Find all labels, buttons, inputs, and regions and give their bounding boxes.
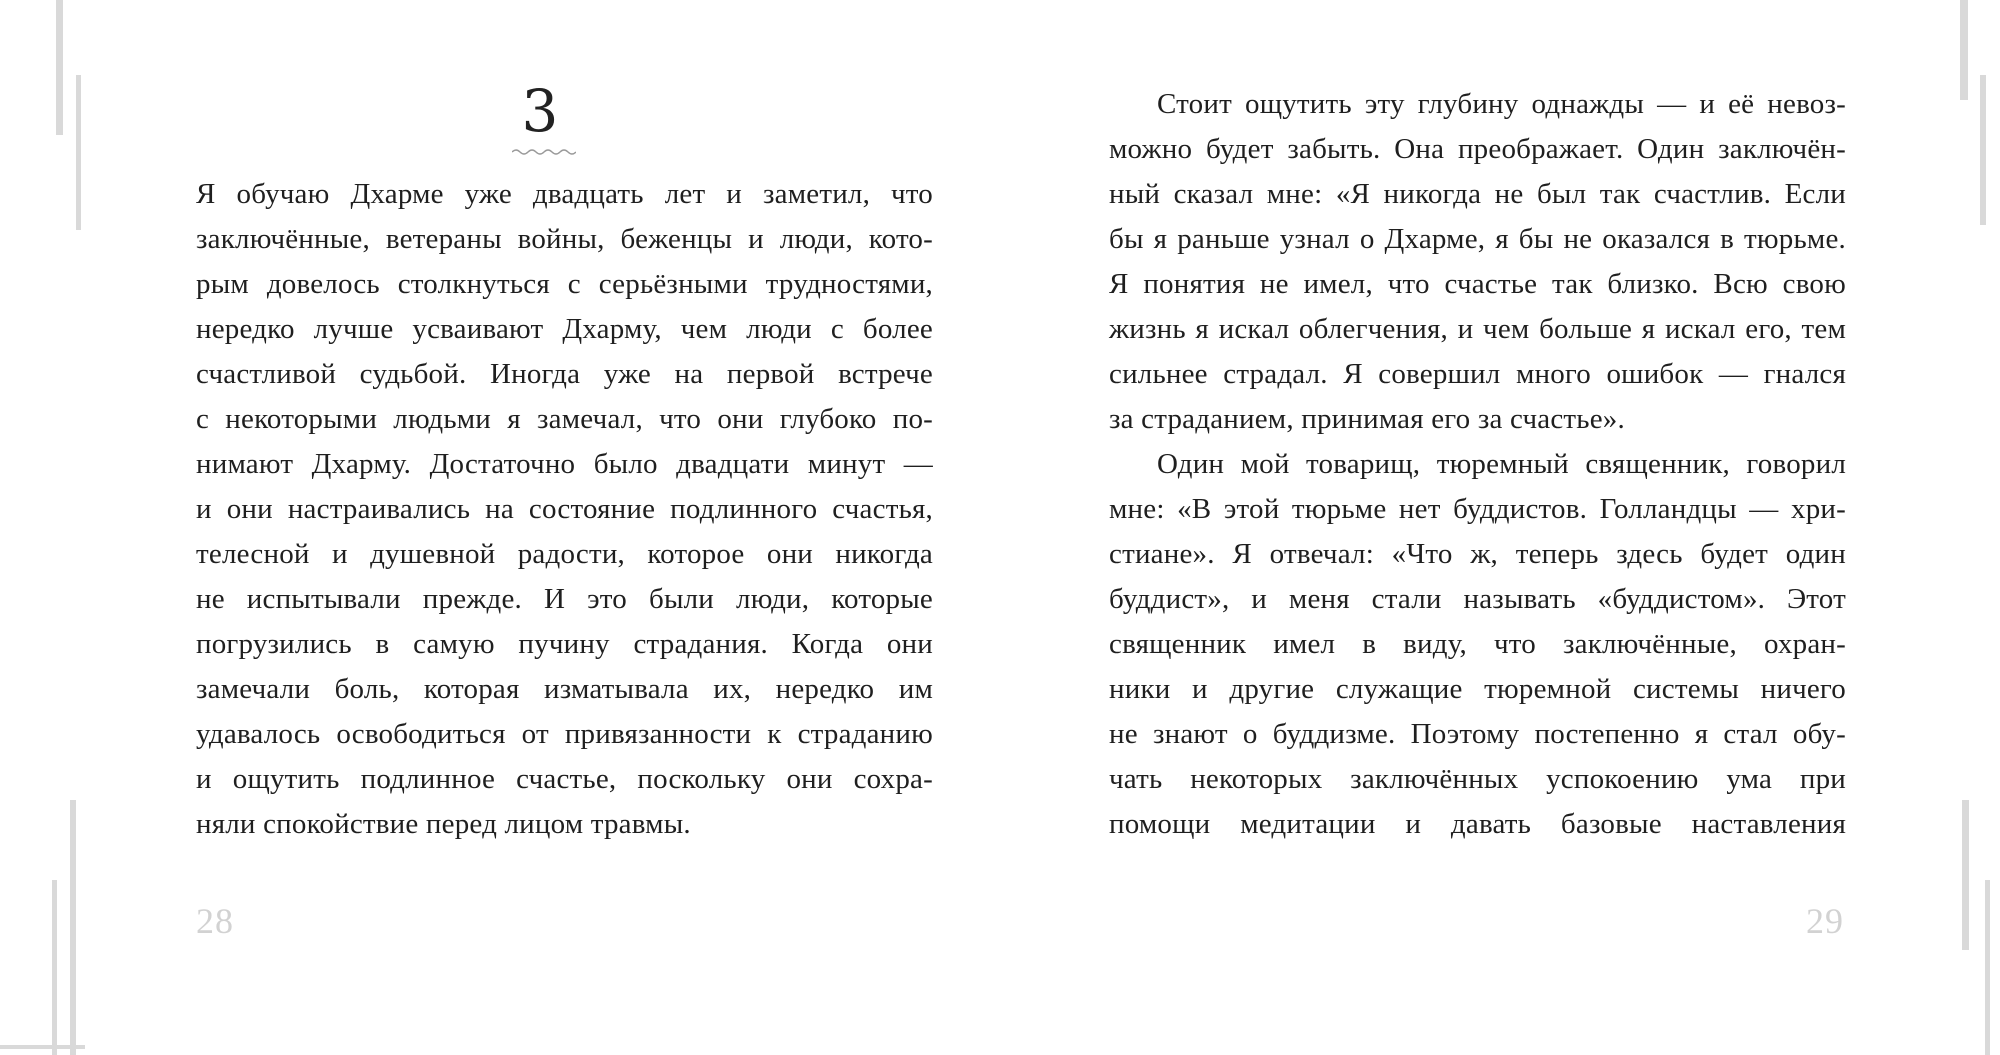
text-line: замечали боль, которая изматывала их, нередко им <box>196 673 933 705</box>
scan-edge-mark <box>1962 800 1969 950</box>
page-number-right: 29 <box>1806 901 1844 941</box>
text-line: жизнь я искал облегчения, и чем больше я искал его, тем <box>1109 313 1846 345</box>
text-line: Я понятия не имел, что счастье так близко. Всю свою <box>1109 268 1846 300</box>
text-line: можно будет забыть. Она преображает. Один заключён- <box>1109 133 1846 165</box>
chapter-ornament-icon <box>512 147 576 157</box>
right-body-text <box>1109 82 1846 847</box>
scan-edge-mark <box>70 800 76 1055</box>
text-line: телесной и душевной радости, которое они никогда <box>196 538 933 570</box>
text-line: священник имел в виду, что заключённые, охран- <box>1109 628 1846 660</box>
text-line: с некоторыми людьми я замечал, что они глубоко по- <box>196 403 933 435</box>
text-line: не испытывали прежде. И это были люди, которые <box>196 583 933 615</box>
right-page <box>1000 0 2000 1055</box>
text-line: чать некоторых заключённых успокоению ума при <box>1109 763 1846 795</box>
text-line: Я обучаю Дхарме уже двадцать лет и заметил, что <box>196 178 933 210</box>
scan-edge-mark <box>76 75 81 230</box>
text-line: нимают Дхарму. Достаточно было двадцати минут — <box>196 448 933 480</box>
left-body-text <box>196 172 933 847</box>
text-line: ники и другие служащие тюремной системы ничего <box>1109 673 1846 705</box>
scan-edge-mark <box>0 1045 85 1049</box>
text-line: Один мой товарищ, тюремный священник, говорил <box>1157 448 1846 480</box>
text-line: и они настраивались на состояние подлинного счастья, <box>196 493 933 525</box>
text-line: ный сказал мне: «Я никогда не был так счастлив. Если <box>1109 178 1846 210</box>
text-line: Стоит ощутить эту глубину однажды — и её невоз- <box>1157 88 1846 120</box>
text-line: мне: «В этой тюрьме нет буддистов. Голландцы — хри- <box>1109 493 1846 525</box>
scan-edge-mark <box>1960 0 1968 100</box>
scan-edge-mark <box>56 0 63 135</box>
scan-edge-mark <box>52 880 57 1055</box>
text-line: стиане». Я отвечал: «Что ж, теперь здесь будет один <box>1109 538 1846 570</box>
text-line: рым довелось столкнуться с серьёзными трудностями, <box>196 268 933 300</box>
text-line: помощи медитации и давать базовые наставления <box>1109 808 1846 840</box>
page-number-left: 28 <box>196 901 234 941</box>
text-line: нередко лучше усваивают Дхарму, чем люди с более <box>196 313 933 345</box>
text-line: буддист», и меня стали называть «буддистом». Этот <box>1109 583 1846 615</box>
text-line: и ощутить подлинное счастье, поскольку они сохра- <box>196 763 933 795</box>
text-line: за страданием, принимая его за счастье». <box>1109 403 1625 435</box>
text-line: погрузились в самую пучину страдания. Когда они <box>196 628 933 660</box>
text-line: заключённые, ветераны войны, беженцы и люди, кото- <box>196 223 933 255</box>
text-line: няли спокойствие перед лицом травмы. <box>196 808 691 840</box>
text-line: не знают о буддизме. Поэтому постепенно я стал обу- <box>1109 718 1846 750</box>
scan-edge-mark <box>1985 880 1990 1055</box>
scan-edge-mark <box>1980 75 1986 225</box>
text-line: удавалось освободиться от привязанности к страданию <box>196 718 933 750</box>
text-line: бы я раньше узнал о Дхарме, я бы не оказался в тюрьме. <box>1109 223 1846 255</box>
chapter-number: 3 <box>521 77 559 145</box>
text-line: счастливой судьбой. Иногда уже на первой встрече <box>196 358 933 390</box>
text-line: сильнее страдал. Я совершил много ошибок — гнался <box>1109 358 1846 390</box>
